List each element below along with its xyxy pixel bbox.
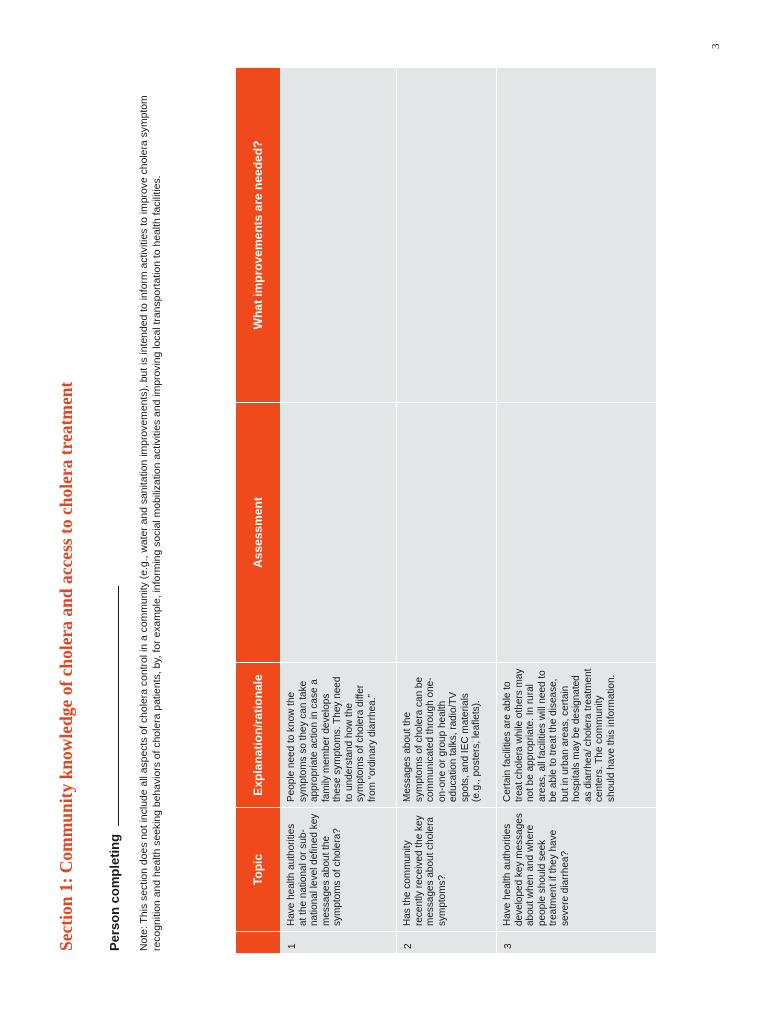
row-number: 2	[397, 932, 497, 954]
header-explanation: Explanation/rationale	[236, 663, 281, 808]
person-completing-field[interactable]	[106, 586, 119, 826]
explanation-cell: People need to know the symptoms so they can take appropriate action in case a family member develops these symptoms. They need to understand how the symptoms of cholera differ from “ordinary diarrhea.”	[281, 663, 397, 808]
assessment-table	[235, 67, 657, 954]
section-title: Section 1: Community knowledge of cholera and access to cholera treatment	[56, 381, 76, 951]
header-topic: Topic	[236, 808, 281, 932]
table-row	[281, 68, 397, 954]
assessment-cell[interactable]	[281, 403, 397, 663]
page-number: 3	[710, 43, 722, 49]
improvements-cell[interactable]	[497, 68, 657, 403]
improvements-cell[interactable]	[397, 68, 497, 403]
row-number: 1	[281, 932, 397, 954]
explanation-cell: Messages about the symptoms of cholera can be communicated through one-on-one or group health education talks, radio/TV spots, and IEC materials (e.g., posters, leaflets).	[397, 663, 497, 808]
row-number: 3	[497, 932, 657, 954]
topic-cell: Have health authorities developed key messages about when and where people should seek treatment if they have severe diarrhea?	[497, 808, 657, 932]
table-row	[397, 68, 497, 954]
header-assessment: Assessment	[236, 403, 281, 663]
assessment-cell[interactable]	[397, 403, 497, 663]
header-improvements: What improvements are needed?	[236, 68, 281, 403]
topic-cell: Has the community recently received the key messages about cholera symptoms?	[397, 808, 497, 932]
person-completing	[106, 586, 122, 951]
section-note: Note: This section does not include all aspects of cholera control in a community (e.g., water and sanitation improvements), but is intended to inform activities to improve cholera symptom recognition and health seeking behaviors of cholera patients, by, for example, informing social mobilization activities and improving local transportation to health facilities.	[139, 95, 163, 951]
improvements-cell[interactable]	[281, 68, 397, 403]
topic-cell: Have health authorities at the national or sub-national level defined key messages about the symptoms of cholera?	[281, 808, 397, 932]
person-completing-label: Person completing	[107, 833, 122, 951]
table-row	[497, 68, 657, 954]
header-number	[236, 932, 281, 954]
explanation-cell: Certain facilities are able to treat cholera while others may not be appropriate. In rural areas, all facilities will need to be able to treat the disease, but in urban areas, certain hospitals may be designated as diarrhea/ cholera treatment centers. The community should have this information.	[497, 663, 657, 808]
assessment-cell[interactable]	[497, 403, 657, 663]
table-header-row	[236, 68, 281, 954]
